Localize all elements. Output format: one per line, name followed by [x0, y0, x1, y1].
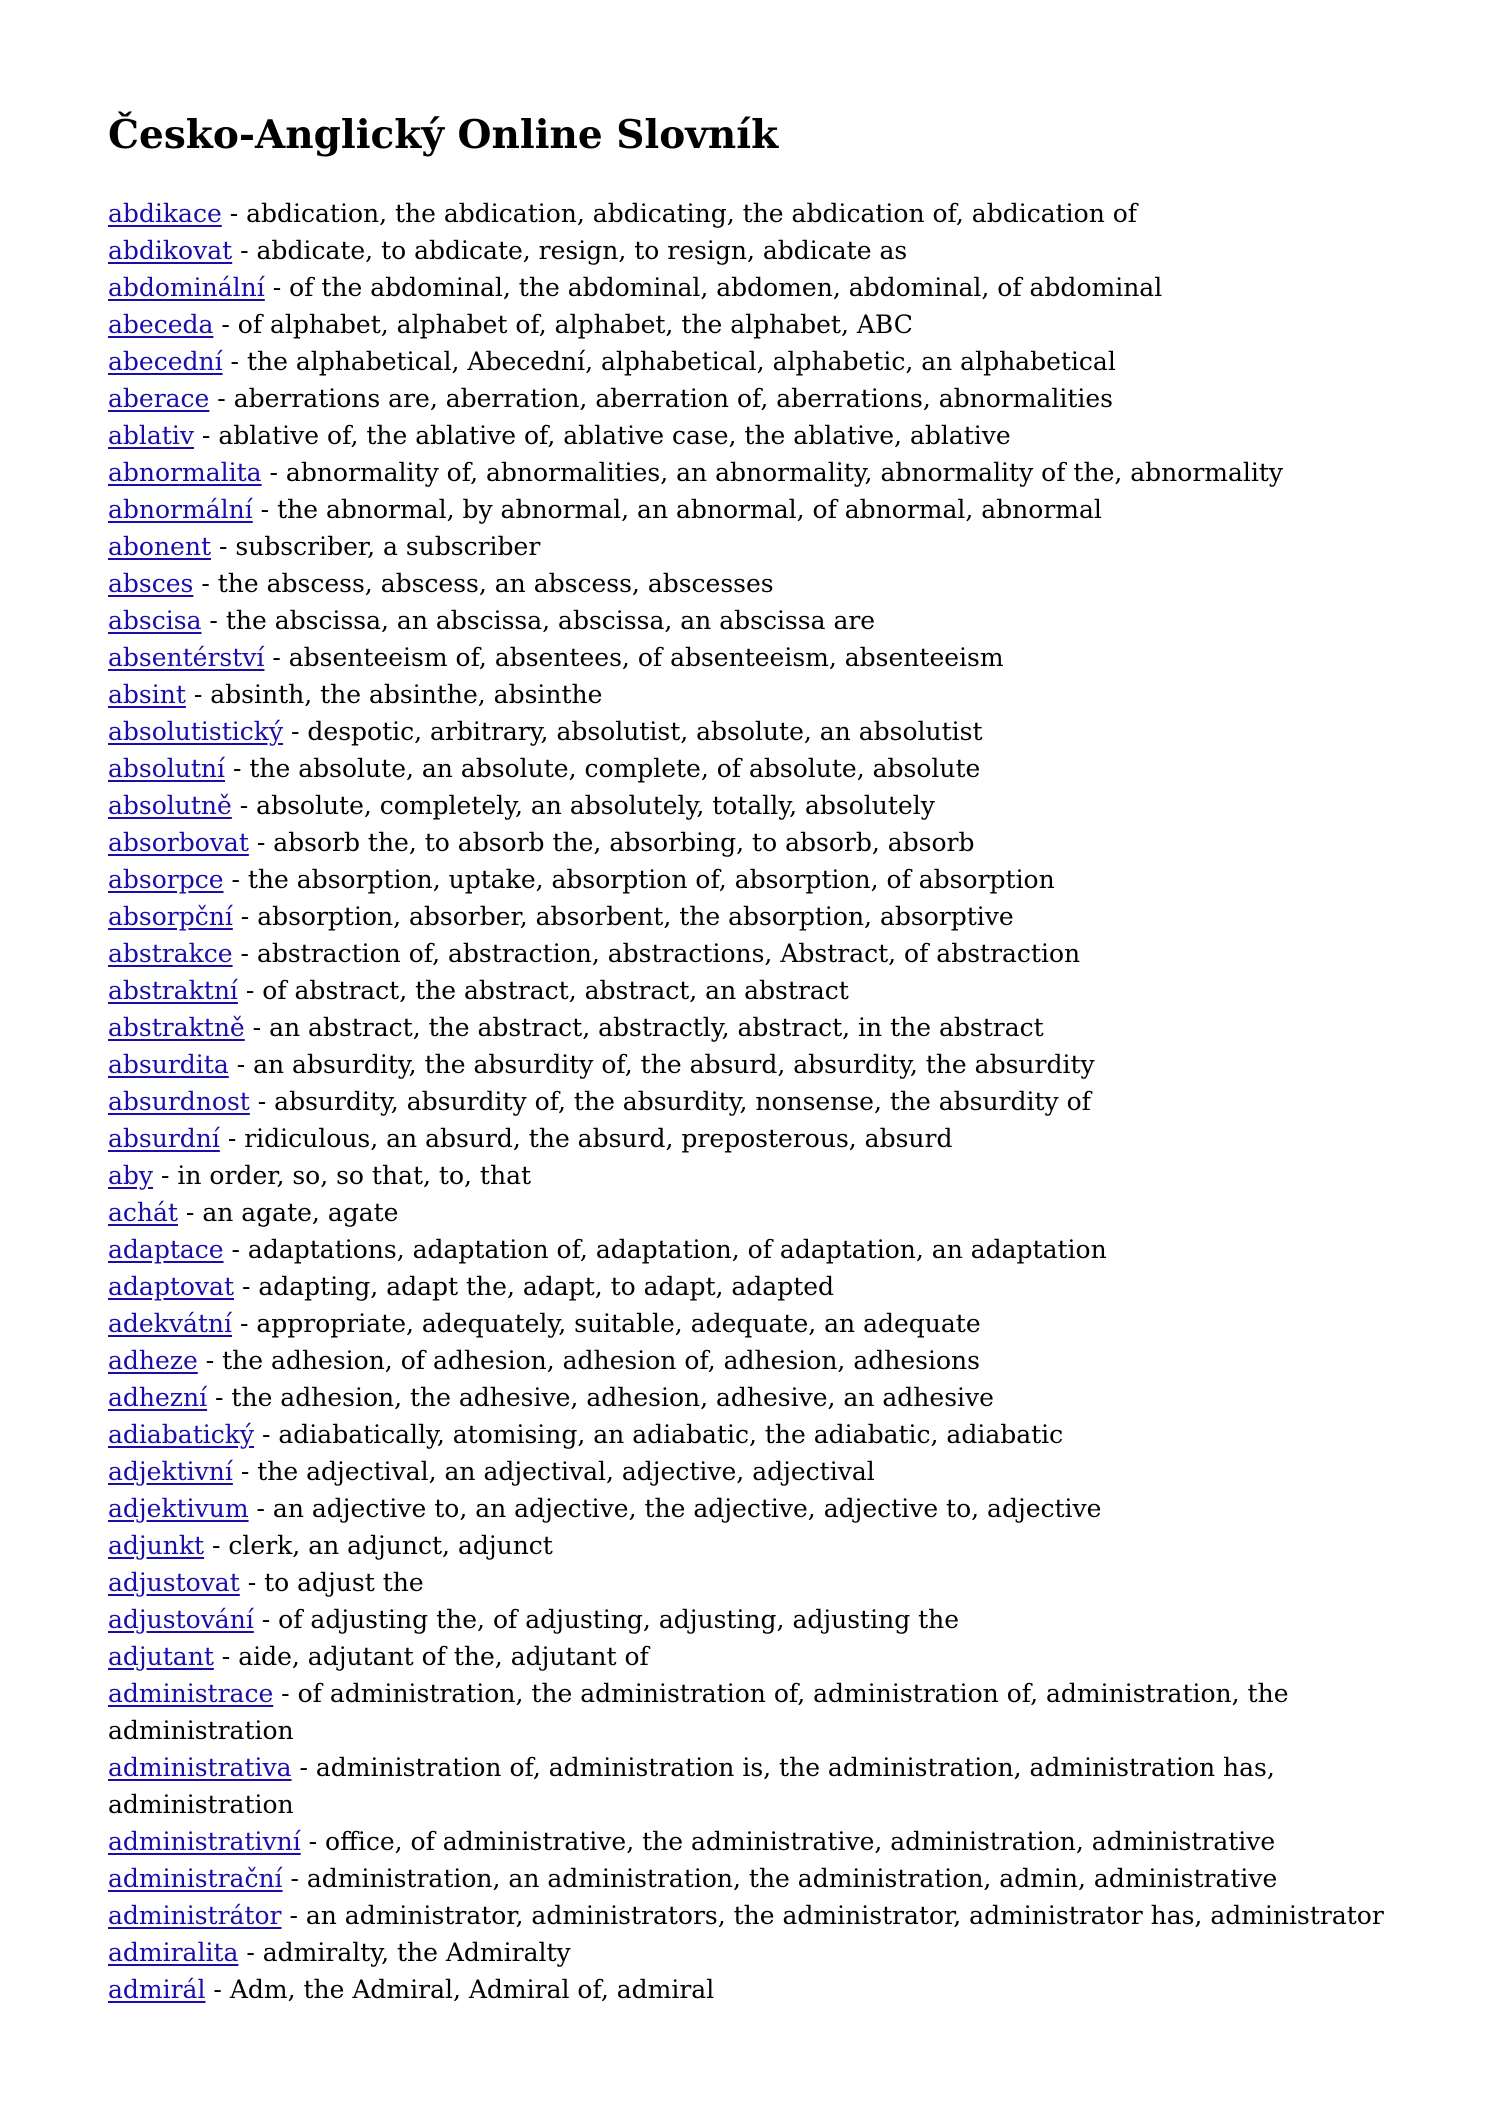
entry-translations: absolute, completely, an absolutely, totally, absolutely	[256, 790, 935, 820]
dictionary-entry-list	[108, 195, 1404, 2008]
entry-term-link[interactable]: abonent	[108, 531, 212, 561]
entry-term-link[interactable]: administrace	[108, 1678, 274, 1708]
entry-term-link[interactable]: adjektivní	[108, 1456, 233, 1486]
entry-translations: the adjectival, an adjectival, adjective, adjectival	[257, 1456, 875, 1486]
entry-term-link[interactable]: absorpční	[108, 901, 233, 931]
dictionary-entry	[108, 787, 1404, 824]
entry-separator: -	[223, 1234, 248, 1264]
entry-term-link[interactable]: adjunkt	[108, 1530, 205, 1560]
entry-separator: -	[228, 1049, 254, 1079]
entry-term-link[interactable]: abdikovat	[108, 235, 233, 265]
entry-separator: -	[177, 1197, 203, 1227]
entry-translations: the abnormal, by abnormal, an abnormal, of abnormal, abnormal	[277, 494, 1102, 524]
entry-term-link[interactable]: adjustování	[108, 1604, 254, 1634]
entry-term-link[interactable]: absorbovat	[108, 827, 249, 857]
entry-translations: absurdity, absurdity of, the absurdity, nonsense, the absurdity of	[274, 1086, 1091, 1116]
entry-term-link[interactable]: abstraktní	[108, 975, 238, 1005]
entry-separator: -	[248, 1493, 273, 1523]
entry-translations: aide, adjutant of the, adjutant of	[238, 1641, 649, 1671]
dictionary-entry	[108, 528, 1404, 565]
entry-translations: an adjective to, an adjective, the adjective, adjective to, adjective	[272, 1493, 1102, 1523]
dictionary-entry	[108, 1268, 1404, 1305]
entry-separator: -	[201, 605, 226, 635]
entry-separator: -	[254, 1419, 279, 1449]
entry-translations: subscriber, a subscriber	[235, 531, 541, 561]
entry-separator: -	[300, 1826, 326, 1856]
dictionary-entry	[108, 972, 1404, 1009]
entry-term-link[interactable]: administrativní	[108, 1826, 301, 1856]
entry-translations: of alphabet, alphabet of, alphabet, the alphabet, ABC	[237, 309, 913, 339]
entry-separator: -	[291, 1752, 316, 1782]
entry-term-link[interactable]: absolutně	[108, 790, 232, 820]
entry-term-link[interactable]: abscisa	[108, 605, 202, 635]
entry-term-link[interactable]: absurdnost	[108, 1086, 250, 1116]
entry-separator: -	[253, 1604, 279, 1634]
dictionary-entry	[108, 1157, 1404, 1194]
entry-translations: the alphabetical, Abecední, alphabetical, alphabetic, an alphabetical	[246, 346, 1116, 376]
entry-term-link[interactable]: adaptace	[108, 1234, 224, 1264]
entry-term-link[interactable]: aby	[108, 1160, 154, 1190]
entry-translations: clerk, an adjunct, adjunct	[228, 1530, 553, 1560]
dictionary-entry	[108, 1416, 1404, 1453]
entry-separator: -	[244, 1012, 270, 1042]
entry-translations: in order, so, so that, to, that	[177, 1160, 532, 1190]
dictionary-entry	[108, 1379, 1404, 1416]
entry-separator: -	[231, 790, 257, 820]
dictionary-entry	[108, 861, 1404, 898]
entry-separator: -	[213, 1641, 239, 1671]
entry-translations: absenteeism of, absentees, of absenteeism, absenteeism	[288, 642, 1004, 672]
entry-separator: -	[238, 1937, 263, 1967]
entry-term-link[interactable]: adaptovat	[108, 1271, 234, 1301]
entry-term-link[interactable]: abeceda	[108, 309, 214, 339]
entry-translations: the adhesion, of adhesion, adhesion of, adhesion, adhesions	[222, 1345, 980, 1375]
entry-separator: -	[281, 1900, 306, 1930]
entry-separator: -	[239, 1567, 265, 1597]
entry-term-link[interactable]: adekvátní	[108, 1308, 233, 1338]
entry-separator: -	[225, 753, 250, 783]
entry-translations: aberrations are, aberration, aberration of, aberrations, abnormalities	[233, 383, 1113, 413]
entry-translations: despotic, arbitrary, absolutist, absolute, an absolutist	[307, 716, 983, 746]
entry-separator: -	[273, 1678, 298, 1708]
entry-translations: administration of, administration is, the administration, administration has, administration	[108, 1752, 1275, 1819]
entry-separator: -	[282, 1863, 307, 1893]
dictionary-entry	[108, 1342, 1404, 1379]
entry-term-link[interactable]: admiralita	[108, 1937, 239, 1967]
dictionary-entry	[108, 232, 1404, 269]
dictionary-entry	[108, 750, 1404, 787]
entry-separator: -	[193, 568, 218, 598]
entry-separator: -	[211, 531, 236, 561]
dictionary-entry	[108, 306, 1404, 343]
dictionary-entry	[108, 343, 1404, 380]
dictionary-entry	[108, 1934, 1404, 1971]
entry-term-link[interactable]: adjutant	[108, 1641, 214, 1671]
entry-term-link[interactable]: admirál	[108, 1974, 206, 2004]
entry-term-link[interactable]: administrační	[108, 1863, 283, 1893]
dictionary-entry	[108, 1564, 1404, 1601]
entry-translations: an absurdity, the absurdity of, the absurd, absurdity, the absurdity	[253, 1049, 1095, 1079]
dictionary-entry	[108, 713, 1404, 750]
entry-term-link[interactable]: absurdní	[108, 1123, 220, 1153]
entry-translations: absinth, the absinthe, absinthe	[210, 679, 603, 709]
entry-translations: the adhesion, the adhesive, adhesion, adhesive, an adhesive	[231, 1382, 994, 1412]
dictionary-entry	[108, 898, 1404, 935]
dictionary-entry	[108, 1860, 1404, 1897]
entry-translations: of administration, the administration of, administration of, administration, the administration	[108, 1678, 1289, 1745]
entry-translations: admiralty, the Admiralty	[262, 1937, 571, 1967]
entry-term-link[interactable]: absces	[108, 568, 194, 598]
entry-separator: -	[205, 1974, 230, 2004]
entry-term-link[interactable]: abdominální	[108, 272, 265, 302]
entry-term-link[interactable]: abnormální	[108, 494, 253, 524]
entry-separator: -	[283, 716, 308, 746]
entry-term-link[interactable]: adheze	[108, 1345, 198, 1375]
entry-term-link[interactable]: absorpce	[108, 864, 224, 894]
entry-term-link[interactable]: abnormalita	[108, 457, 262, 487]
entry-term-link[interactable]: adjektivum	[108, 1493, 249, 1523]
entry-separator: -	[232, 1308, 257, 1338]
dictionary-entry	[108, 1046, 1404, 1083]
entry-translations: ridiculous, an absurd, the absurd, preposterous, absurd	[244, 1123, 953, 1153]
entry-translations: appropriate, adequately, suitable, adequate, an adequate	[256, 1308, 981, 1338]
entry-translations: the absorption, uptake, absorption of, absorption, of absorption	[247, 864, 1055, 894]
dictionary-entry	[108, 1231, 1404, 1268]
entry-term-link[interactable]: adjustovat	[108, 1567, 240, 1597]
entry-translations: an agate, agate	[202, 1197, 399, 1227]
dictionary-entry	[108, 195, 1404, 232]
entry-separator: -	[153, 1160, 178, 1190]
entry-separator: -	[222, 346, 247, 376]
dictionary-entry	[108, 639, 1404, 676]
entry-separator: -	[219, 1123, 245, 1153]
dictionary-entry	[108, 1749, 1404, 1823]
dictionary-entry	[108, 676, 1404, 713]
entry-separator: -	[261, 457, 286, 487]
page-title: Česko-Anglický Online Slovník	[108, 112, 779, 158]
entry-term-link[interactable]: absolutistický	[108, 716, 284, 746]
entry-translations: Adm, the Admiral, Admiral of, admiral	[229, 1974, 715, 2004]
dictionary-entry	[108, 1120, 1404, 1157]
entry-separator: -	[248, 827, 274, 857]
entry-translations: abstraction of, abstraction, abstractions, Abstract, of abstraction	[256, 938, 1081, 968]
dictionary-entry	[108, 380, 1404, 417]
entry-term-link[interactable]: abstraktně	[108, 1012, 245, 1042]
entry-translations: the abscissa, an abscissa, abscissa, an abscissa are	[225, 605, 876, 635]
entry-term-link[interactable]: absint	[108, 679, 186, 709]
entry-separator: -	[232, 938, 257, 968]
entry-translations: an administrator, administrators, the administrator, administrator has, administrator	[305, 1900, 1384, 1930]
dictionary-entry	[108, 269, 1404, 306]
entry-translations: office, of administrative, the administrative, administration, administrative	[325, 1826, 1276, 1856]
entry-term-link[interactable]: absentérství	[108, 642, 265, 672]
dictionary-entry	[108, 565, 1404, 602]
entry-term-link[interactable]: aberace	[108, 383, 210, 413]
entry-separator: -	[264, 642, 289, 672]
entry-translations: the abscess, abscess, an abscess, abscesses	[217, 568, 774, 598]
entry-translations: the absolute, an absolute, complete, of absolute, absolute	[249, 753, 981, 783]
entry-term-link[interactable]: absolutní	[108, 753, 226, 783]
entry-translations: of abstract, the abstract, abstract, an abstract	[262, 975, 849, 1005]
entry-term-link[interactable]: abdikace	[108, 198, 222, 228]
entry-translations: absorb the, to absorb the, absorbing, to absorb, absorb	[273, 827, 975, 857]
entry-translations: to adjust the	[264, 1567, 424, 1597]
dictionary-entry	[108, 417, 1404, 454]
entry-term-link[interactable]: ablativ	[108, 420, 194, 450]
dictionary-entry	[108, 602, 1404, 639]
entry-term-link[interactable]: abstrakce	[108, 938, 233, 968]
entry-translations: absorption, absorber, absorbent, the absorption, absorptive	[257, 901, 1014, 931]
dictionary-entry	[108, 1971, 1404, 2008]
dictionary-entry	[108, 1490, 1404, 1527]
entry-separator: -	[252, 494, 278, 524]
dictionary-entry	[108, 1638, 1404, 1675]
entry-term-link[interactable]: adiabatický	[108, 1419, 255, 1449]
dictionary-entry	[108, 1897, 1404, 1934]
entry-separator: -	[221, 198, 247, 228]
dictionary-entry	[108, 1453, 1404, 1490]
entry-translations: of adjusting the, of adjusting, adjusting, adjusting the	[278, 1604, 960, 1634]
entry-separator: -	[185, 679, 211, 709]
entry-translations: adaptations, adaptation of, adaptation, of adaptation, an adaptation	[247, 1234, 1107, 1264]
entry-separator: -	[264, 272, 290, 302]
dictionary-entry	[108, 1009, 1404, 1046]
entry-translations: adiabatically, atomising, an adiabatic, the adiabatic, adiabatic	[278, 1419, 1064, 1449]
entry-separator: -	[232, 1456, 258, 1486]
dictionary-entry	[108, 1305, 1404, 1342]
dictionary-entry	[108, 1194, 1404, 1231]
dictionary-entry	[108, 1083, 1404, 1120]
entry-translations: abdicate, to abdicate, resign, to resign, abdicate as	[256, 235, 908, 265]
dictionary-entry	[108, 1675, 1404, 1749]
entry-separator: -	[249, 1086, 275, 1116]
dictionary-entry	[108, 1823, 1404, 1860]
entry-translations: adapting, adapt the, adapt, to adapt, adapted	[258, 1271, 835, 1301]
entry-term-link[interactable]: adhezní	[108, 1382, 208, 1412]
entry-term-link[interactable]: absurdita	[108, 1049, 229, 1079]
entry-translations: ablative of, the ablative of, ablative case, the ablative, ablative	[218, 420, 1011, 450]
entry-separator: -	[207, 1382, 232, 1412]
dictionary-entry	[108, 1527, 1404, 1564]
dictionary-entry	[108, 824, 1404, 861]
entry-separator: -	[204, 1530, 229, 1560]
entry-separator: -	[234, 1271, 259, 1301]
entry-separator: -	[197, 1345, 223, 1375]
entry-separator: -	[237, 975, 263, 1005]
entry-term-link[interactable]: achát	[108, 1197, 178, 1227]
entry-separator: -	[223, 864, 248, 894]
dictionary-entry	[108, 454, 1404, 491]
entry-term-link[interactable]: abecední	[108, 346, 223, 376]
entry-translations: abdication, the abdication, abdicating, the abdication of, abdication of	[246, 198, 1138, 228]
entry-separator: -	[232, 235, 257, 265]
entry-separator: -	[232, 901, 258, 931]
entry-term-link[interactable]: administrátor	[108, 1900, 282, 1930]
entry-translations: of the abdominal, the abdominal, abdomen, abdominal, of abdominal	[289, 272, 1163, 302]
dictionary-entry	[108, 1601, 1404, 1638]
entry-term-link[interactable]: administrativa	[108, 1752, 292, 1782]
entry-separator: -	[193, 420, 219, 450]
entry-separator: -	[209, 383, 234, 413]
entry-translations: abnormality of, abnormalities, an abnormality, abnormality of the, abnormality	[285, 457, 1284, 487]
entry-separator: -	[213, 309, 238, 339]
entry-translations: an abstract, the abstract, abstractly, abstract, in the abstract	[269, 1012, 1044, 1042]
dictionary-entry	[108, 935, 1404, 972]
entry-translations: administration, an administration, the administration, admin, administrative	[306, 1863, 1278, 1893]
dictionary-entry	[108, 491, 1404, 528]
